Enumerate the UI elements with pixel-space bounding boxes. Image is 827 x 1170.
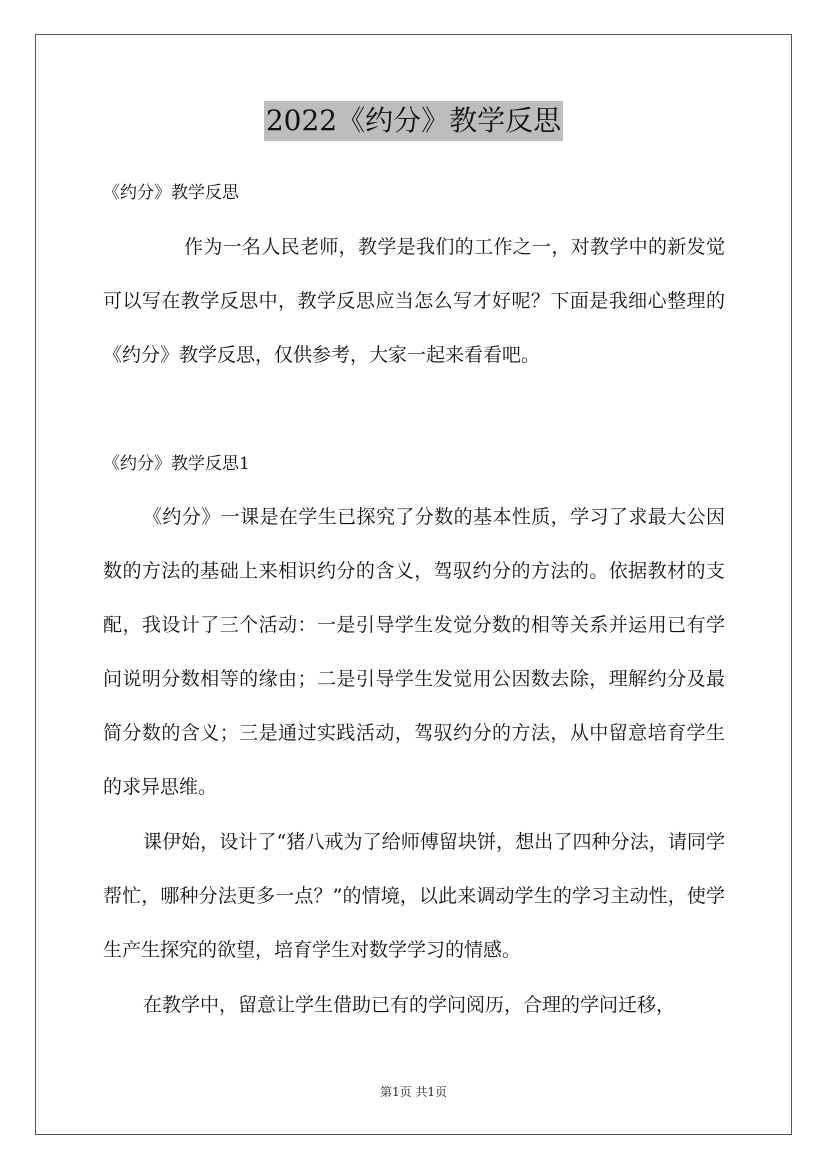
document-subtitle: 《约分》教学反思 bbox=[103, 183, 239, 203]
intro-paragraph: 作为一名人民老师，教学是我们的工作之一，对教学中的新发觉可以写在教学反思中，教学反思应当怎么写才好呢？下面是我细心整理的《约分》教学反思，仅供参考，大家一起来看看吧。 bbox=[103, 236, 725, 366]
title-container bbox=[0, 101, 827, 141]
body-paragraph-3: 在教学中，留意让学生借助已有的学问阅历，合理的学问迁移， bbox=[143, 994, 676, 1016]
body-paragraph-2: 课伊始，设计了“猪八戒为了给师傅留块饼，想出了四种分法，请同学帮忙，哪种分法更多一点？”的情境，以此来调动学生的学习主动性，使学生产生探究的欲望，培育学生对数学学习的情感。 bbox=[103, 831, 725, 961]
document-title: 2022《约分》教学反思 bbox=[264, 101, 563, 141]
page-number-label: 第1页 共1页 bbox=[379, 1085, 448, 1099]
section-heading: 《约分》教学反思1 bbox=[103, 454, 250, 474]
page-footer bbox=[0, 1084, 827, 1100]
body-paragraph-1: 《约分》一课是在学生已探究了分数的基本性质，学习了求最大公因数的方法的基础上来相识约分的含义，驾驭约分的方法的。依据教材的支配，我设计了三个活动：一是引导学生发觉分数的相等关系并运用已有学问说明分数相等的缘由；二是引导学生发觉用公因数去除，理解约分及最简分数的含义；三是通过实践活动，驾驭约分的方法，从中留意培育学生的求异思维。 bbox=[103, 506, 725, 798]
